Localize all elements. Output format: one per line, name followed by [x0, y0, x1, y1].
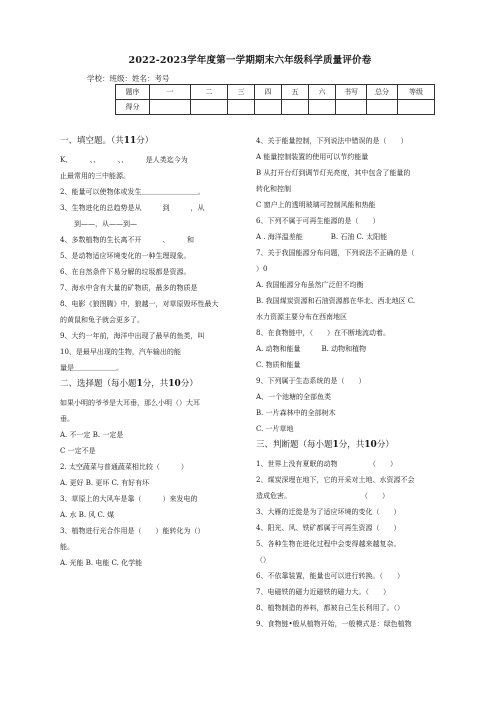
- question-line: C 一定不是: [60, 447, 96, 455]
- section-heading: [256, 440, 446, 451]
- question-line: 量是＿＿＿＿＿＿。: [60, 364, 123, 372]
- score-cell-empty: [398, 100, 435, 115]
- question-line: K、 、、 、、 是人类迄今为: [60, 156, 188, 164]
- score-table-header-row: [116, 85, 435, 100]
- question-line: 2、煤炭深埋在地下，它的开采对土地、水资源不会: [256, 476, 415, 484]
- question-line: 7、海水中含有大量的矿物质，最多的物质是: [60, 284, 198, 292]
- question-line: 8、在食物链中，（ ）在不断地流动着。: [256, 329, 390, 337]
- section-heading-text: 分）: [180, 379, 198, 389]
- question-line: 止最常用的三中能源。: [60, 172, 130, 180]
- section-score-number: 11: [123, 136, 137, 146]
- question-line: 3、草原上的大风车是靠（ ）来发电的: [60, 495, 198, 503]
- question-line: 10、是最早出现的生物，汽车输出的能: [60, 348, 181, 356]
- question-line: C 窗户上的透明玻璃可控制风能和热能: [256, 201, 376, 209]
- question-line: A. 动物和能量 B. 动物和植物: [256, 345, 367, 353]
- score-cell-empty: [282, 100, 309, 115]
- question-line: B. 一片森林中的全部树木: [256, 409, 336, 417]
- question-line: B 从打开台灯到调节灯光亮度，其中包含了能量的: [256, 169, 411, 177]
- score-cell: 题序: [116, 85, 150, 100]
- question-line: 到——，从——到—: [60, 220, 137, 228]
- section-heading-text: 分）: [136, 136, 154, 146]
- section-score-number: 10: [168, 379, 181, 389]
- question-line: 8、电影《狼图腾》中，狼越一，对草原毁坏性最大: [60, 300, 219, 308]
- right-column: [256, 136, 446, 635]
- question-line: 2、能量可以使物体或发生＿＿＿＿＿＿＿＿。: [60, 188, 205, 196]
- score-cell-empty: [228, 100, 255, 115]
- section-score-number: 1: [332, 440, 339, 450]
- question-line: A 能量控制装置的使用可以节约能量: [256, 153, 369, 161]
- score-cell-empty: [255, 100, 282, 115]
- question-line: ）0: [256, 265, 268, 273]
- question-line: 造成危害。 （ ）: [256, 492, 389, 500]
- score-cell: 五: [282, 85, 309, 100]
- question-line: 2. 太空蔬菜与普通蔬菜相比较（ ）: [60, 463, 188, 471]
- score-cell: 书写: [336, 85, 367, 100]
- question-line: 8、植物制造的养料，都被自己生长利用了。（）: [256, 604, 404, 612]
- score-cell-empty: [367, 100, 398, 115]
- score-cell-empty: [336, 100, 367, 115]
- score-cell-empty: [150, 100, 191, 115]
- question-line: 水力资源主要分布在西南地区: [256, 313, 347, 321]
- question-line: A. 不一定 B. 一定是: [60, 431, 124, 439]
- question-line: 7、关于我国能源分布问题，下列说法不正确的是（: [256, 249, 415, 257]
- question-line: A. 光能 B. 电能 C. 化学能: [60, 559, 143, 567]
- question-line: 9、下列属于生态系统的是（ ）: [256, 377, 366, 385]
- score-cell-empty: [191, 100, 228, 115]
- score-cell: 总分: [367, 85, 398, 100]
- question-line: 5、是动物适应环境变化的一种生理现象。: [60, 252, 191, 260]
- question-line: 的黄鼠和兔子就会更多了。: [60, 316, 144, 324]
- score-cell: 六: [309, 85, 336, 100]
- question-line: 9、食物链•般从植物开始，一般模式是：绿色植物: [256, 620, 412, 628]
- question-line: A. 我国能源分布虽然广泛但不均衡: [256, 281, 364, 289]
- score-cell-empty: [309, 100, 336, 115]
- question-line: 6、在自然条件下易分解的垃圾都是资源。: [60, 268, 191, 276]
- left-column: [60, 136, 248, 574]
- question-line: 垂。: [60, 415, 74, 423]
- page-title: 2022-2023学年度第一学期期末六年级科学质量评价卷: [128, 55, 372, 66]
- question-line: 1、世界上没有夏眠的动物 （ ）: [256, 460, 397, 468]
- question-line: A . 海洋温差能 B. 石油 C. 太阳能: [256, 233, 388, 241]
- score-table-score-row: [116, 100, 435, 115]
- question-line: 4、多数植物的生长离不开 、 和: [60, 236, 194, 244]
- question-line: C. 一片草地: [256, 425, 294, 433]
- question-line: B. 我国煤炭资源和石油资源都在华北、西北地区 C.: [256, 297, 416, 305]
- question-line: 3、大雁的迁徙是为了适应环境的变化（ ）: [256, 508, 401, 516]
- score-cell: 三: [228, 85, 255, 100]
- question-line: 9、大约一年前，海洋中出现了最早的鱼类，叫: [60, 332, 205, 340]
- question-line: 5、各种生物在进化过程中会变得越来越复杂。: [256, 540, 401, 548]
- section-score-number: 1: [136, 379, 143, 389]
- score-cell: 一: [150, 85, 191, 100]
- section-heading-text: 三、判断题（每小题: [256, 440, 333, 450]
- question-line: （）: [256, 556, 270, 564]
- score-cell: 得分: [116, 100, 150, 115]
- question-line: 4、阳光、风、铁矿都属于可再生资源（ ）: [256, 524, 401, 532]
- section-heading-text: 分）: [376, 440, 394, 450]
- score-cell: 四: [255, 85, 282, 100]
- section-heading: [60, 379, 248, 390]
- section-heading: [60, 136, 248, 147]
- score-table: [115, 84, 435, 115]
- question-line: A、一个池塘的全部鱼类: [256, 393, 332, 401]
- question-line: 4、关于能量控制，下列说法中错误的是（ ）: [256, 137, 408, 145]
- score-cell: 二: [191, 85, 228, 100]
- section-heading-text: 一、填空题。（共: [60, 136, 124, 146]
- section-heading-text: 分，共: [142, 379, 169, 389]
- section-score-number: 10: [364, 440, 377, 450]
- question-line: 6、下列不属于可再生能源的是（ ）: [256, 217, 380, 225]
- question-line: 7、电磁铁的磁力近磁铁的磁力大。（ ）: [256, 588, 390, 596]
- section-heading-text: 二、选择题（每小题: [60, 379, 137, 389]
- question-line: 6、不依靠装置，能量也可以进行转换。（ ）: [256, 572, 404, 580]
- question-line: 如果小明的爷爷是大耳垂，那么小明（）大耳: [60, 399, 200, 407]
- question-line: 转化和控制: [256, 185, 291, 193]
- question-line: 3、生物进化的总趋势是从 到 ，从: [60, 204, 205, 212]
- question-line: A. 更好 B. 更坏 C. 有好有坏: [60, 479, 150, 487]
- score-cell: 等级: [398, 85, 435, 100]
- question-line: 能。: [60, 543, 74, 551]
- section-heading-text: 分，共: [338, 440, 365, 450]
- question-line: 3、植物进行光合作用是（ ）能转化为（）: [60, 527, 205, 535]
- question-line: C. 物质和能量: [256, 361, 301, 369]
- student-info-line: 学校：班级：姓名：考号: [87, 74, 170, 83]
- question-line: A. 水 B. 风 C. 煤: [60, 511, 115, 519]
